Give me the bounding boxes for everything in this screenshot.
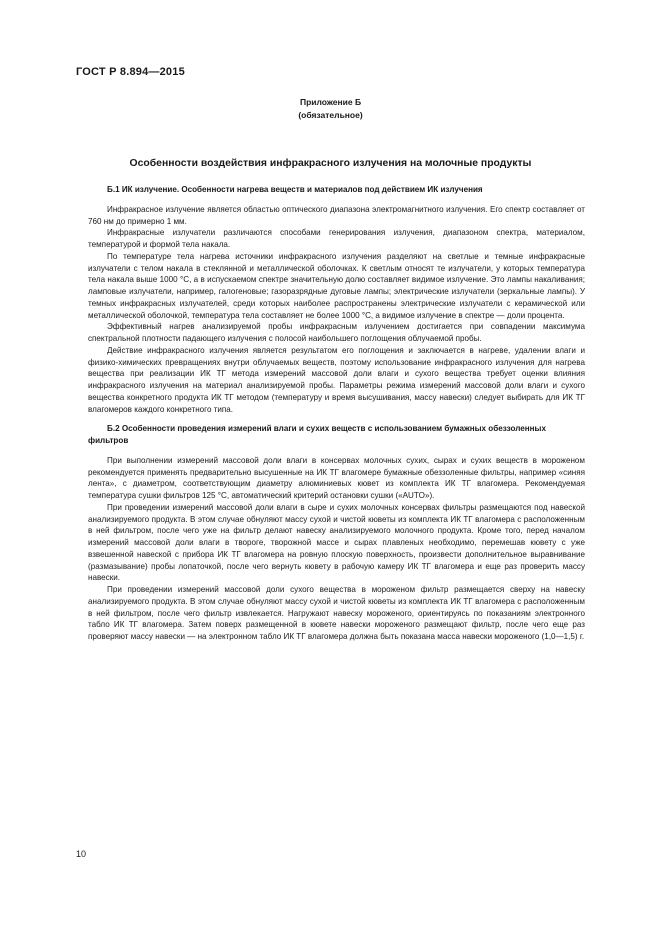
section-heading-b2: Б.2 Особенности проведения измерений влаги и сухих веществ с использованием бумажных обеззоленных фильтров [88,424,546,445]
page-number: 10 [76,849,87,859]
paragraph: Эффективный нагрев анализируемой пробы инфракрасным излучением достигается при совпадении максимума спектральной плотности падающего излучения с полосой наибольшего поглощения облучаемой пробы. [88,322,585,343]
annex-body [88,184,585,643]
paragraph: Инфракрасное излучение является областью оптического диапазона электромагнитного излучения. Его спектр составляет от 760 нм до примерно 1 мм. [88,204,585,226]
section-heading-b1: Б.1 ИК излучение. Особенности нагрева веществ и материалов под действием ИК излучения [107,185,483,194]
paragraph: Действие инфракрасного излучения является результатом его поглощения и заключается в нагреве, удалении влаги и физико-химических превращениях внутри облучаемых веществ, поэтому использование инфракрасного излучения для нагрева вещества при реализации ИК ТГ метода измерений массовой доли влаги и сухого вещества требует оценки влияния инфракрасного излучения на материал анализируемой пробы. Параметры режима измерений массовой доли влаги и сухого вещества конкретного продукта ИК ТГ методом (температуру и время высушивания, массу навески) следует выбирать для ИК ТГ влагомеров каждого конкретного типа. [88,345,585,414]
document-header: ГОСТ Р 8.894—2015 [76,66,185,78]
annex-main-title: Особенности воздействия инфракрасного излучения на молочные продукты [129,158,532,169]
paragraph: Инфракрасные излучатели различаются способами генерирования излучения, диапазоном спектра, материалом, температурой и формой тела накала. [88,228,585,249]
paragraph: При проведении измерений массовой доли влаги в сыре и сухих молочных консервах фильтры размещаются под навеской анализируемого продукта. В этом случае обнуляют массу сухой и чистой кюветы из комплекта ИК ТГ влагомера с расположенным в ней фильтром, после чего уже на фильтр делают навеску анализируемого молочного продукта. Кроме того, перед началом измерений массовой доли влаги в твороге, творожной массе и сырах плавленых необходимо, перемешав кювету с уже взвешенной навеской с прибора ИК ТГ влагомера на ровную плоскую поверхность, произвести дополнительное выравнивание (размазывание) пробы лопаточкой, после чего вернуть кювету в рабочую камеру ИК ТГ влагомера и еще раз проверить массу навески. [88,502,585,583]
annex-title: Приложение Б [299,97,362,107]
paragraph: При выполнении измерений массовой доли влаги в консервах молочных сухих, сырах и сухих веществ в мороженом рекомендуется применять предварительно высушенные на ИК ТГ влагомере бумажные обеззоленные фильтры, например «синяя лента», с диаметром, соответствующим диаметру алюминиевых кювет из комплекта ИК ТГ влагомера. Рекомендуемая температура сушки фильтров 125 °С, автоматический критерий остановки сушки («AUTO»). [88,455,585,500]
paragraph: По температуре тела нагрева источники инфракрасного излучения разделяют на светлые и темные инфракрасные излучатели с телом накала в стеклянной и металлической оболочках. К светлым относят те излучатели, у которых температура тела накала выше 1000 °С, а в испускаемом спектре значительную долю составляет видимое излучение. Это лампы накаливания; ламповые излучатели, например, галогеновые; газоразрядные дуговые лампы; электрические излучатели (зеркальные лампы). У темных инфракрасных излучателей, среди которых наиболее распространены электрические излучатели с керамической или металлической оболочкой, температура тела составляет не более 1000 °С, а видимое излучение в спектре — доли процента. [88,251,585,320]
annex-subtitle: (обязательное) [298,110,363,120]
paragraph: При проведении измерений массовой доли сухого вещества в мороженом фильтр размещается сверху на навеску анализируемого продукта. В этом случае обнуляют массу сухой и чистой кюветы из комплекта ИК ТГ влагомера с расположенным в ней фильтром, после чего фильтр извлекается. Нагружают навеску мороженого, ориентируясь по показаниям электронного табло ИК ТГ влагомера. Затем поверх размещенной в кювете навески мороженого размещают фильтр, после чего еще раз проверяют массу навески — на электронном табло ИК ТГ влагомера должна быть показана масса навески мороженого (1,0—1,5) г. [88,585,585,641]
